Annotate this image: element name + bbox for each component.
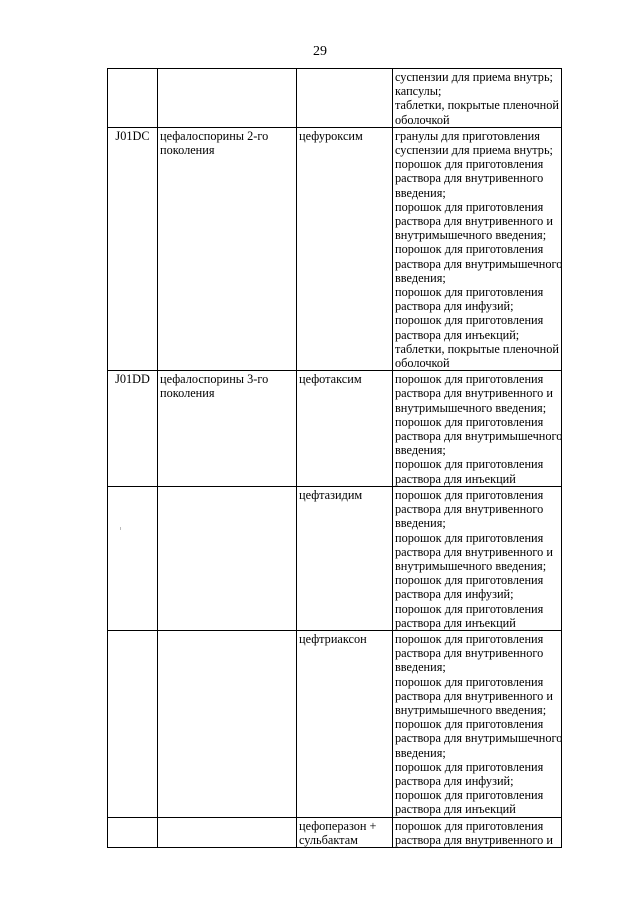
dosage-forms-cell — [393, 69, 562, 128]
drug-name-cell: цефтриаксон — [297, 630, 393, 817]
atc-code-cell: J01DD — [108, 371, 158, 487]
drug-group-cell — [158, 69, 297, 128]
dosage-form-line: капсулы; — [395, 84, 442, 99]
drug-group-cell — [158, 486, 297, 630]
dosage-form-line: порошок для приготовления — [395, 285, 544, 300]
dosage-form-line: порошок для приготовления — [395, 530, 544, 545]
drug-table — [107, 68, 562, 848]
dosage-form-line: порошок для приготовления — [395, 759, 544, 774]
dosage-form-line: раствора для внутривенного и — [395, 214, 553, 229]
dosage-form-line: таблетки, покрытые пленочной — [395, 341, 559, 356]
dosage-form-line: порошок для приготовления — [395, 717, 544, 732]
page-number: 29 — [313, 44, 327, 59]
table-row — [108, 127, 562, 370]
dosage-form-line: раствора для внутримышечного — [395, 256, 563, 271]
dosage-form-line: введения; — [395, 270, 446, 285]
dosage-form-line: раствора для внутривенного и — [395, 544, 553, 559]
table-row — [108, 630, 562, 817]
dosage-form-line: суспензии для приема внутрь; — [395, 143, 553, 158]
dosage-form-line: раствора для инъекций — [395, 802, 516, 817]
dosage-form-line: введения; — [395, 660, 446, 675]
drug-group-cell — [158, 817, 297, 847]
atc-code-cell — [108, 69, 158, 128]
dosage-form-line: оболочкой — [395, 356, 450, 371]
dosage-form-line: порошок для приготовления — [395, 457, 544, 472]
dosage-form-line: раствора для внутривенного — [395, 171, 544, 186]
dosage-form-line: порошок для приготовления — [395, 414, 544, 429]
dosage-form-line: раствора для внутривенного и — [395, 386, 553, 401]
dosage-form-line: раствора для внутривенного — [395, 502, 544, 517]
dosage-form-line: раствора для инъекций — [395, 615, 516, 630]
table-row — [108, 486, 562, 630]
dosage-form-line: таблетки, покрытые пленочной — [395, 98, 559, 113]
table-row — [108, 371, 562, 487]
dosage-form-line: порошок для приготовления — [395, 199, 544, 214]
drug-group-cell: цефалоспорины 3-го поколения — [158, 371, 297, 487]
dosage-form-line: введения; — [395, 516, 446, 531]
dosage-forms-cell — [393, 127, 562, 370]
dosage-form-line: порошок для приготовления — [395, 601, 544, 616]
atc-code-cell: J01DC — [108, 127, 158, 370]
dosage-form-line: порошок для приготовления — [395, 487, 544, 502]
dosage-form-line: внутримышечного введения; — [395, 702, 547, 717]
drug-name-cell — [297, 69, 393, 128]
dosage-form-line: раствора для внутривенного и — [395, 688, 553, 703]
drug-name-cell: цефотаксим — [297, 371, 393, 487]
dosage-form-line: раствора для внутримышечного — [395, 429, 563, 444]
atc-code-cell — [108, 630, 158, 817]
drug-name-cell: цефоперазон + сульбактам — [297, 817, 393, 847]
dosage-form-line: суспензии для приема внутрь; — [395, 70, 553, 84]
dosage-form-line: раствора для инфузий; — [395, 587, 514, 602]
dosage-form-line: порошок для приготовления — [395, 631, 544, 646]
dosage-form-line: введения; — [395, 443, 446, 458]
dosage-form-line: раствора для внутривенного — [395, 646, 544, 661]
dosage-form-line: порошок для приготовления — [395, 818, 544, 833]
dosage-form-line: раствора для внутримышечного — [395, 731, 563, 746]
dosage-form-line: порошок для приготовления — [395, 242, 544, 257]
dosage-forms-cell — [393, 371, 562, 487]
drug-name-cell: цефуроксим — [297, 127, 393, 370]
drug-name-cell: цефтазидим — [297, 486, 393, 630]
dosage-forms-cell — [393, 817, 562, 847]
dosage-form-line: раствора для инъекций — [395, 471, 516, 486]
dosage-form-line: оболочкой — [395, 112, 450, 127]
table-row — [108, 69, 562, 128]
dosage-forms-cell — [393, 630, 562, 817]
dosage-form-line: внутримышечного введения; — [395, 400, 547, 415]
drug-group-cell — [158, 630, 297, 817]
scan-mark — [120, 527, 121, 530]
table-row — [108, 817, 562, 847]
dosage-form-line: порошок для приготовления — [395, 788, 544, 803]
atc-code-cell — [108, 486, 158, 630]
atc-code-cell — [108, 817, 158, 847]
dosage-form-line: гранулы для приготовления — [395, 128, 540, 143]
dosage-form-line: порошок для приготовления — [395, 313, 544, 328]
dosage-form-line: порошок для приготовления — [395, 573, 544, 588]
dosage-form-line: внутримышечного введения; — [395, 558, 547, 573]
dosage-form-line: раствора для внутривенного и — [395, 832, 553, 847]
drug-group-cell: цефалоспорины 2-го поколения — [158, 127, 297, 370]
dosage-form-line: порошок для приготовления — [395, 157, 544, 172]
dosage-form-line: порошок для приготовления — [395, 674, 544, 689]
dosage-form-line: раствора для инфузий; — [395, 773, 514, 788]
dosage-form-line: раствора для инъекций; — [395, 327, 520, 342]
dosage-form-line: введения; — [395, 745, 446, 760]
dosage-form-line: внутримышечного введения; — [395, 228, 547, 243]
dosage-forms-cell — [393, 486, 562, 630]
dosage-form-line: раствора для инфузий; — [395, 299, 514, 314]
dosage-form-line: порошок для приготовления — [395, 372, 544, 387]
dosage-form-line: введения; — [395, 185, 446, 200]
